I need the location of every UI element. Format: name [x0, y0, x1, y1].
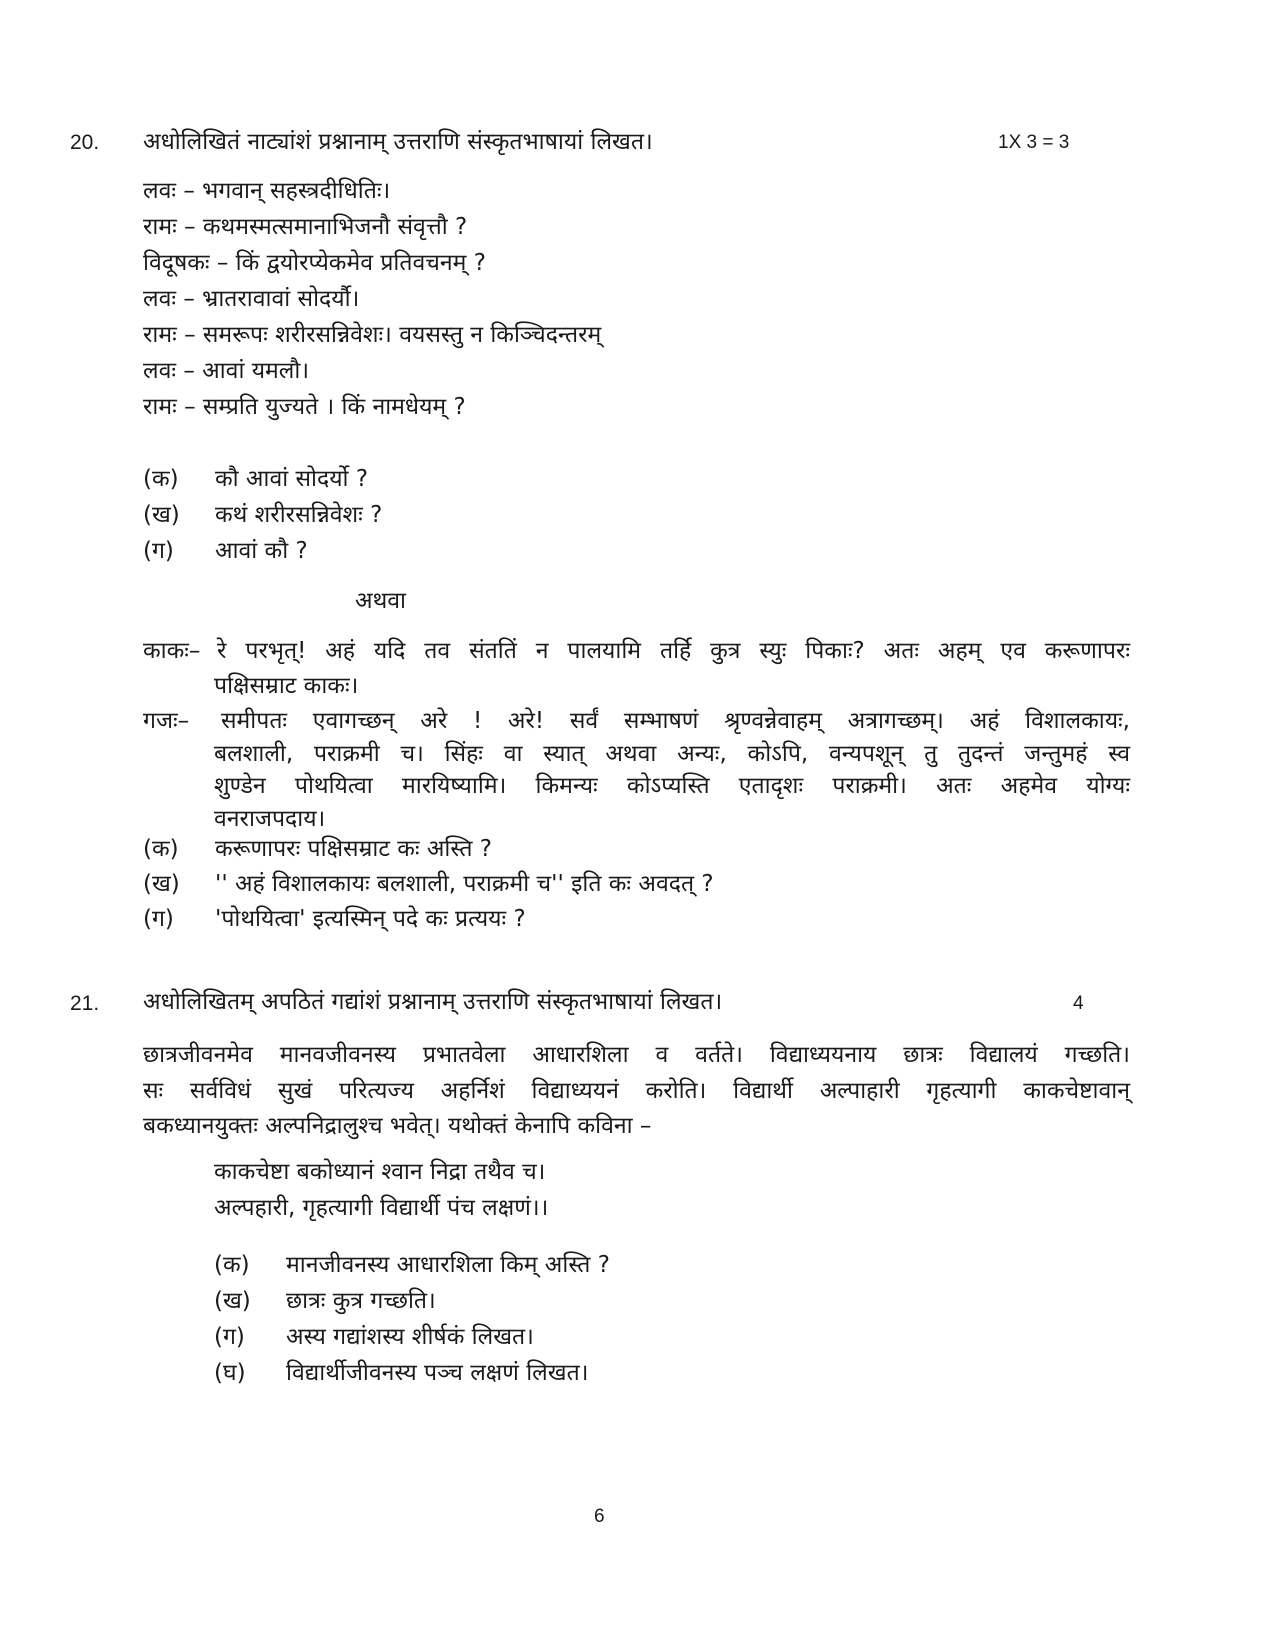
or-separator: अथवा — [355, 588, 407, 614]
sub-question-text: आवां कौ ? — [215, 538, 308, 564]
sub-question — [143, 866, 943, 900]
sub-question — [143, 901, 943, 935]
gaja-speaker: गजः– — [143, 708, 190, 734]
dialogue-line: लवः – भगवान् सहस्त्रदीधितिः। — [143, 178, 391, 204]
dialogue-line: विदूषकः – किं द्वयोरप्येकमेव प्रतिवचनम् ? — [143, 250, 486, 276]
sub-question — [214, 1247, 914, 1281]
page-number: 6 — [594, 1506, 605, 1527]
sub-question-label: (घ) — [214, 1360, 246, 1386]
dialogue-line: लवः – आवां यमलौ। — [143, 358, 310, 384]
sub-question-label: (ग) — [143, 538, 174, 564]
kaka-line: रे परभृत्! अहं यदि तव संततिं न पालयामि तर्हि कुत्र स्युः पिकाः? अतः अहम् एव करूणापरः — [217, 638, 1130, 664]
sub-question — [143, 831, 943, 865]
sub-question-label: (क) — [143, 836, 179, 862]
sub-question — [143, 461, 743, 495]
gaja-line: बलशाली, पराक्रमी च। सिंहः वा स्यात् अथवा अन्यः, कोऽपि, वन्यपशून् तु तुदन्तं जन्तुमहं स्व — [214, 741, 1130, 767]
sub-question-label: (ख) — [143, 502, 180, 528]
sub-question-label: (ग) — [143, 906, 174, 932]
passage-line: सः सर्वविधं सुखं परित्यज्य अहर्निशं विद्याध्ययनं करोति। विद्यार्थी अल्पाहारी गृहत्यागी काकचेष्टावान् — [143, 1078, 1130, 1104]
sub-question-label: (ख) — [214, 1288, 251, 1314]
dialogue-line: रामः – समरूपः शरीरसन्निवेशः। वयसस्तु न किञ्चिदन्तरम् — [143, 322, 602, 348]
sub-question-text: कथं शरीरसन्निवेशः ? — [215, 502, 383, 528]
gaja-line: वनराजपदाय। — [214, 806, 326, 832]
sub-question-text: 'पोथयित्वा' इत्यस्मिन् पदे कः प्रत्ययः ? — [215, 906, 526, 932]
passage-line: छात्रजीवनमेव मानवजीवनस्य प्रभातवेला आधारशिला व वर्तते। विद्याध्ययनाय छात्रः विद्यालयं गच्छति। — [143, 1042, 1130, 1068]
question-21-number: 21. — [70, 992, 100, 1015]
sub-question-text: छात्रः कुत्र गच्छति। — [286, 1288, 436, 1314]
sub-question-label: (ख) — [143, 871, 180, 897]
sub-question-label: (क) — [143, 466, 179, 492]
gaja-line: समीपतः एवागच्छन् अरे ! अरे! सर्वं सम्भाषणं श्रृण्वन्नेवाहम् अत्रागच्छम्। अहं विशालकायः, — [221, 708, 1130, 734]
sub-question-text: अस्य गद्यांशस्य शीर्षकं लिखत। — [286, 1324, 534, 1350]
dialogue-line: रामः – कथमस्मत्समानाभिजनौ संवृत्तौ ? — [143, 214, 468, 240]
question-20-instruction: अधोलिखितं नाट्यांशं प्रश्नानाम् उत्तराणि संस्कृतभाषायां लिखत। — [143, 129, 653, 155]
sub-question-text: '' अहं विशालकायः बलशाली, पराक्रमी च'' इति कः अवदत् ? — [215, 871, 714, 897]
verse-line: काकचेष्टा बकोध्यानं श्वान निद्रा तथैव च। — [214, 1159, 546, 1185]
sub-question — [143, 533, 743, 567]
sub-question-text: मानजीवनस्य आधारशिला किम् अस्ति ? — [286, 1252, 610, 1278]
sub-question-text: करूणापरः पक्षिसम्राट कः अस्ति ? — [215, 836, 492, 862]
question-20-marks: 1X 3 = 3 — [998, 132, 1070, 153]
kaka-speaker: काकः– — [143, 638, 201, 664]
sub-question-text: विद्यार्थीजीवनस्य पञ्च लक्षणं लिखत। — [286, 1360, 589, 1386]
sub-question-label: (क) — [214, 1252, 250, 1278]
kaka-line: पक्षिसम्राट काकः। — [214, 673, 359, 699]
question-21-instruction: अधोलिखितम् अपठितं गद्यांशं प्रश्नानाम् उत्तराणि संस्कृतभाषायां लिखत। — [143, 989, 723, 1015]
question-20-number: 20. — [70, 131, 100, 154]
verse-line: अल्पहारी, गृहत्यागी विद्यार्थी पंच लक्षणं।। — [214, 1195, 549, 1221]
sub-question-text: कौ आवां सोदर्यो ? — [215, 466, 369, 492]
passage-line: बकध्यानयुक्तः अल्पनिद्रालुश्च भवेत्। यथोक्तं केनापि कविना – — [143, 1113, 652, 1139]
dialogue-line: रामः – सम्प्रति युज्यते । किं नामधेयम् ? — [143, 394, 466, 420]
sub-question — [214, 1355, 914, 1389]
gaja-line: शुण्डेन पोथयित्वा मारयिष्यामि। किमन्यः कोऽप्यस्ति एतादृशः पराक्रमी। अतः अहमेव योग्यः — [214, 773, 1130, 799]
sub-question — [214, 1319, 914, 1353]
sub-question-label: (ग) — [214, 1324, 245, 1350]
question-21-marks: 4 — [1073, 993, 1084, 1014]
dialogue-line: लवः – भ्रातरावावां सोदर्यौ। — [143, 286, 360, 312]
sub-question — [214, 1283, 914, 1317]
sub-question — [143, 497, 743, 531]
